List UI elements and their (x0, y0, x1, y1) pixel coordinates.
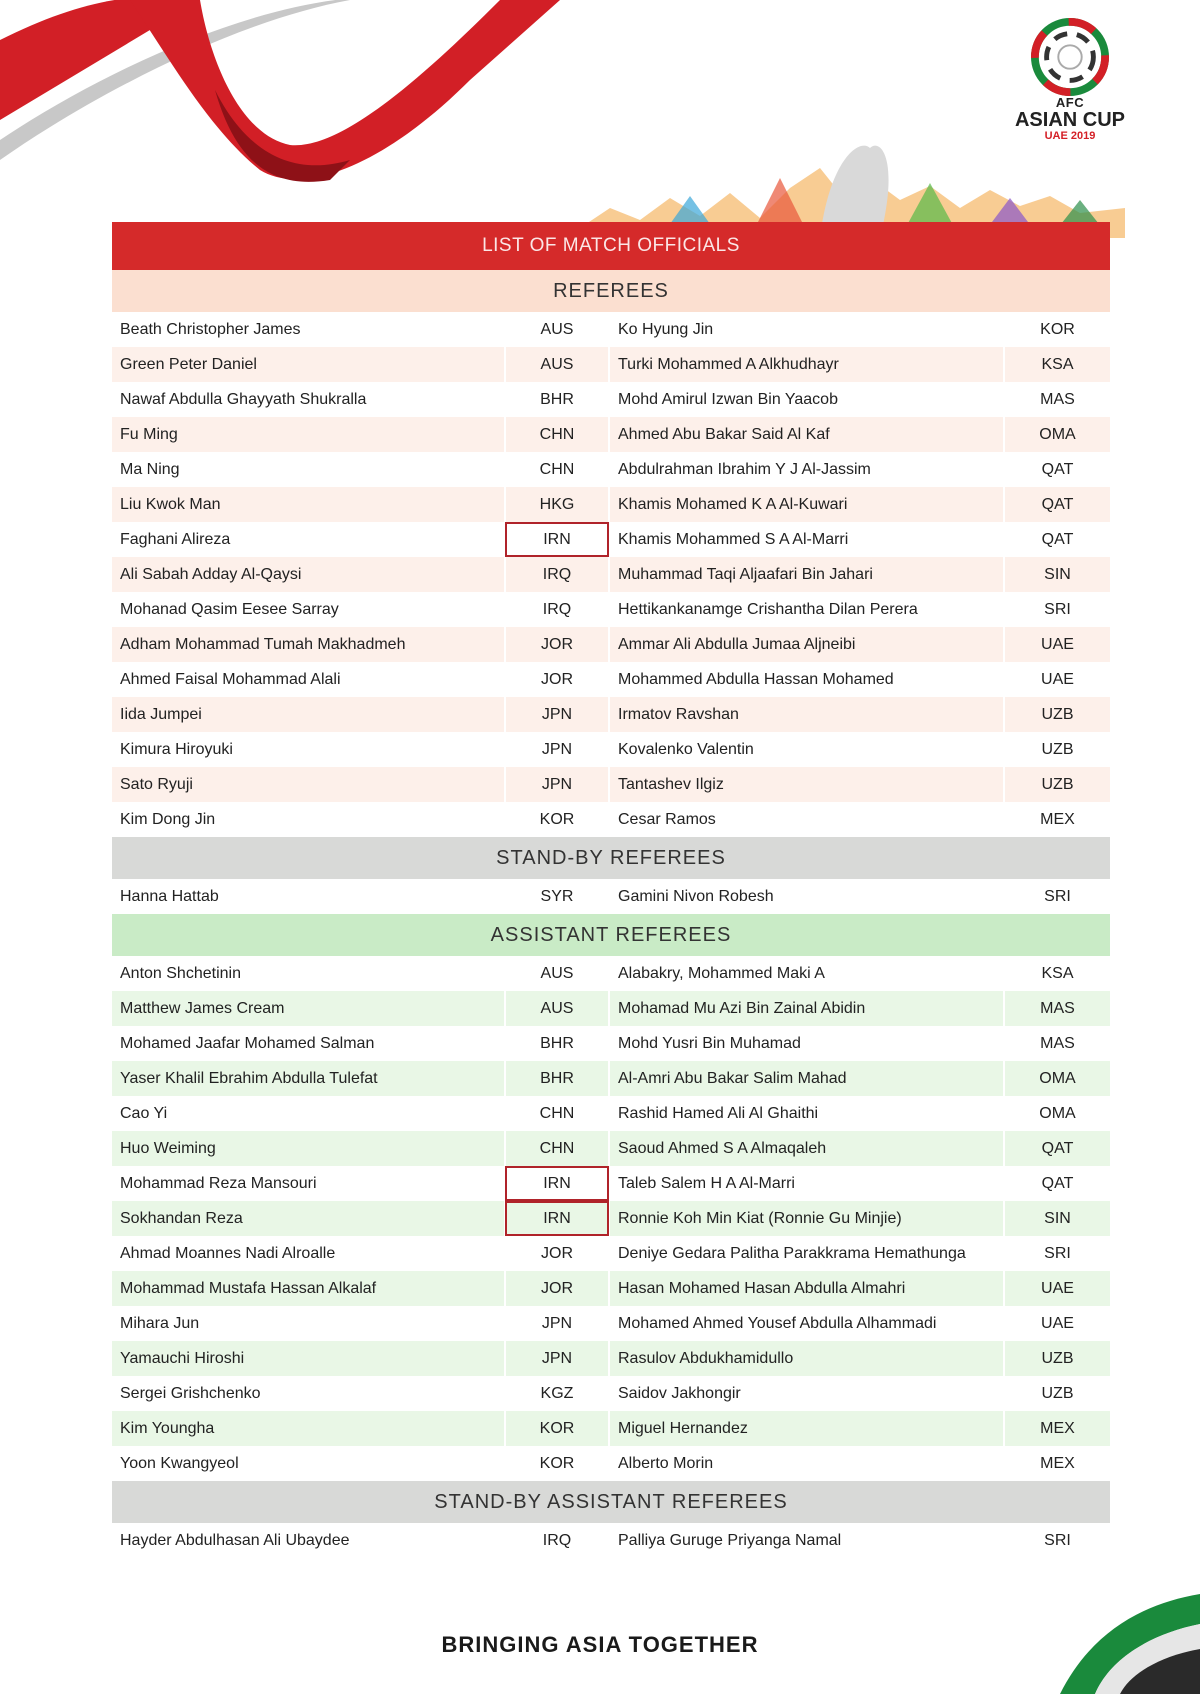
table-row (112, 312, 1110, 347)
table-row (112, 347, 1110, 382)
country-code-left: CHN (505, 417, 609, 452)
country-code-left: KOR (505, 802, 609, 837)
official-name-left: Yoon Kwangyeol (112, 1446, 505, 1481)
official-name-left: Beath Christopher James (112, 312, 505, 347)
official-name-right: Mohd Amirul Izwan Bin Yaacob (609, 382, 1004, 417)
table-row (112, 991, 1110, 1026)
official-name-left: Iida Jumpei (112, 697, 505, 732)
table-row (112, 1026, 1110, 1061)
standby-assistant-referees-heading: STAND-BY ASSISTANT REFEREES (112, 1481, 1110, 1523)
official-name-left: Kim Dong Jin (112, 802, 505, 837)
table-row (112, 1096, 1110, 1131)
country-code-right: QAT (1004, 452, 1110, 487)
official-name-left: Kimura Hiroyuki (112, 732, 505, 767)
country-code-right: OMA (1004, 1096, 1110, 1131)
official-name-right: Al-Amri Abu Bakar Salim Mahad (609, 1061, 1004, 1096)
official-name-left: Nawaf Abdulla Ghayyath Shukralla (112, 382, 505, 417)
table-row (112, 1201, 1110, 1236)
official-name-right: Hettikankanamge Crishantha Dilan Perera (609, 592, 1004, 627)
official-name-right: Saidov Jakhongir (609, 1376, 1004, 1411)
official-name-left: Hayder Abdulhasan Ali Ubaydee (112, 1523, 505, 1558)
country-code-right: KSA (1004, 956, 1110, 991)
official-name-right: Abdulrahman Ibrahim Y J Al-Jassim (609, 452, 1004, 487)
official-name-right: Rashid Hamed Ali Al Ghaithi (609, 1096, 1004, 1131)
country-code-left: KOR (505, 1446, 609, 1481)
page-title: LIST OF MATCH OFFICIALS (112, 222, 1110, 270)
official-name-right: Hasan Mohamed Hasan Abdulla Almahri (609, 1271, 1004, 1306)
green-ribbon-decoration (1000, 1544, 1200, 1694)
official-name-left: Adham Mohammad Tumah Makhadmeh (112, 627, 505, 662)
country-code-right: OMA (1004, 1061, 1110, 1096)
official-name-left: Cao Yi (112, 1096, 505, 1131)
table-row (112, 1306, 1110, 1341)
table-row (112, 522, 1110, 557)
official-name-right: Mohamad Mu Azi Bin Zainal Abidin (609, 991, 1004, 1026)
country-code-right: QAT (1004, 1131, 1110, 1166)
table-row (112, 956, 1110, 991)
assistant-referees-table (112, 956, 1110, 1481)
country-code-left: JOR (505, 627, 609, 662)
official-name-right: Ammar Ali Abdulla Jumaa Aljneibi (609, 627, 1004, 662)
table-row (112, 1523, 1110, 1558)
country-code-right: MAS (1004, 991, 1110, 1026)
table-row (112, 1236, 1110, 1271)
country-code-left: BHR (505, 382, 609, 417)
official-name-right: Alberto Morin (609, 1446, 1004, 1481)
country-code-left: CHN (505, 452, 609, 487)
official-name-right: Ronnie Koh Min Kiat (Ronnie Gu Minjie) (609, 1201, 1004, 1236)
country-code-right: QAT (1004, 1166, 1110, 1201)
table-row (112, 767, 1110, 802)
country-code-right: KOR (1004, 312, 1110, 347)
official-name-left: Ahmad Moannes Nadi Alroalle (112, 1236, 505, 1271)
country-code-left: BHR (505, 1026, 609, 1061)
official-name-left: Ali Sabah Adday Al-Qaysi (112, 557, 505, 592)
table-row (112, 382, 1110, 417)
country-code-left: CHN (505, 1096, 609, 1131)
official-name-right: Khamis Mohamed K A Al-Kuwari (609, 487, 1004, 522)
country-code-left: SYR (505, 879, 609, 914)
table-row (112, 1341, 1110, 1376)
country-code-left: IRQ (505, 592, 609, 627)
country-code-left: IRN (505, 522, 609, 557)
country-code-right: UZB (1004, 1376, 1110, 1411)
country-code-right: SRI (1004, 1236, 1110, 1271)
official-name-left: Mohanad Qasim Eesee Sarray (112, 592, 505, 627)
country-code-right: SRI (1004, 1523, 1110, 1558)
official-name-right: Ko Hyung Jin (609, 312, 1004, 347)
official-name-right: Mohamed Ahmed Yousef Abdulla Alhammadi (609, 1306, 1004, 1341)
country-code-left: JPN (505, 1306, 609, 1341)
country-code-left: AUS (505, 956, 609, 991)
table-row (112, 452, 1110, 487)
table-row (112, 662, 1110, 697)
logo-uae-text: UAE 2019 (1044, 130, 1096, 142)
official-name-right: Khamis Mohammed S A Al-Marri (609, 522, 1004, 557)
country-code-left: JOR (505, 1236, 609, 1271)
logo-afc-text: AFC (1055, 95, 1085, 110)
official-name-left: Sokhandan Reza (112, 1201, 505, 1236)
official-name-right: Ahmed Abu Bakar Said Al Kaf (609, 417, 1004, 452)
country-code-right: SIN (1004, 557, 1110, 592)
country-code-right: KSA (1004, 347, 1110, 382)
country-code-left: JPN (505, 697, 609, 732)
official-name-left: Liu Kwok Man (112, 487, 505, 522)
table-row (112, 697, 1110, 732)
official-name-left: Sergei Grishchenko (112, 1376, 505, 1411)
country-code-right: UAE (1004, 662, 1110, 697)
country-code-right: QAT (1004, 522, 1110, 557)
country-code-left: KGZ (505, 1376, 609, 1411)
country-code-left: AUS (505, 991, 609, 1026)
country-code-left: HKG (505, 487, 609, 522)
official-name-right: Miguel Hernandez (609, 1411, 1004, 1446)
official-name-right: Tantashev Ilgiz (609, 767, 1004, 802)
table-row (112, 732, 1110, 767)
official-name-left: Mohammad Mustafa Hassan Alkalaf (112, 1271, 505, 1306)
table-row (112, 627, 1110, 662)
official-name-left: Huo Weiming (112, 1131, 505, 1166)
official-name-right: Rasulov Abdukhamidullo (609, 1341, 1004, 1376)
official-name-left: Fu Ming (112, 417, 505, 452)
official-name-left: Yamauchi Hiroshi (112, 1341, 505, 1376)
country-code-right: SRI (1004, 592, 1110, 627)
official-name-right: Turki Mohammed A Alkhudhayr (609, 347, 1004, 382)
table-row (112, 1411, 1110, 1446)
standby-assistant-referees-table (112, 1523, 1110, 1558)
official-name-left: Hanna Hattab (112, 879, 505, 914)
official-name-right: Taleb Salem H A Al-Marri (609, 1166, 1004, 1201)
standby-referees-table (112, 879, 1110, 914)
country-code-right: MEX (1004, 802, 1110, 837)
table-row (112, 802, 1110, 837)
country-code-right: SRI (1004, 879, 1110, 914)
country-code-right: UZB (1004, 697, 1110, 732)
assistant-referees-heading: ASSISTANT REFEREES (112, 914, 1110, 956)
country-code-right: OMA (1004, 417, 1110, 452)
official-name-right: Mohd Yusri Bin Muhamad (609, 1026, 1004, 1061)
table-row (112, 487, 1110, 522)
official-name-left: Yaser Khalil Ebrahim Abdulla Tulefat (112, 1061, 505, 1096)
country-code-left: JPN (505, 1341, 609, 1376)
official-name-left: Mohammad Reza Mansouri (112, 1166, 505, 1201)
official-name-left: Ahmed Faisal Mohammad Alali (112, 662, 505, 697)
table-row (112, 1271, 1110, 1306)
referees-heading: REFEREES (112, 270, 1110, 312)
country-code-left: AUS (505, 312, 609, 347)
country-code-left: JPN (505, 767, 609, 802)
official-name-right: Saoud Ahmed S A Almaqaleh (609, 1131, 1004, 1166)
country-code-right: SIN (1004, 1201, 1110, 1236)
country-code-right: MAS (1004, 382, 1110, 417)
red-ribbon-decoration (0, 0, 600, 200)
logo-asian-cup-text: ASIAN CUP (1014, 109, 1125, 131)
table-row (112, 1061, 1110, 1096)
referees-table (112, 312, 1110, 837)
official-name-left: Mohamed Jaafar Mohamed Salman (112, 1026, 505, 1061)
country-code-left: IRN (505, 1201, 609, 1236)
country-code-left: KOR (505, 1411, 609, 1446)
official-name-right: Alabakry, Mohammed Maki A (609, 956, 1004, 991)
official-name-left: Kim Youngha (112, 1411, 505, 1446)
country-code-right: MAS (1004, 1026, 1110, 1061)
official-name-right: Gamini Nivon Robesh (609, 879, 1004, 914)
country-code-right: MEX (1004, 1411, 1110, 1446)
official-name-right: Mohammed Abdulla Hassan Mohamed (609, 662, 1004, 697)
standby-referees-heading: STAND-BY REFEREES (112, 837, 1110, 879)
official-name-left: Ma Ning (112, 452, 505, 487)
emblem-icon (1031, 18, 1109, 96)
official-name-right: Cesar Ramos (609, 802, 1004, 837)
country-code-left: AUS (505, 347, 609, 382)
table-row (112, 879, 1110, 914)
country-code-left: JOR (505, 662, 609, 697)
country-code-left: IRN (505, 1166, 609, 1201)
country-code-left: BHR (505, 1061, 609, 1096)
table-row (112, 1166, 1110, 1201)
country-code-left: IRQ (505, 1523, 609, 1558)
country-code-right: UZB (1004, 1341, 1110, 1376)
official-name-left: Green Peter Daniel (112, 347, 505, 382)
official-name-left: Sato Ryuji (112, 767, 505, 802)
table-row (112, 1131, 1110, 1166)
country-code-right: QAT (1004, 487, 1110, 522)
official-name-right: Irmatov Ravshan (609, 697, 1004, 732)
afc-asian-cup-logo (1000, 18, 1140, 142)
country-code-left: CHN (505, 1131, 609, 1166)
official-name-left: Faghani Alireza (112, 522, 505, 557)
country-code-right: MEX (1004, 1446, 1110, 1481)
country-code-left: JPN (505, 732, 609, 767)
officials-sheet (112, 222, 1110, 1558)
official-name-right: Kovalenko Valentin (609, 732, 1004, 767)
official-name-right: Palliya Guruge Priyanga Namal (609, 1523, 1004, 1558)
country-code-right: UZB (1004, 732, 1110, 767)
official-name-left: Anton Shchetinin (112, 956, 505, 991)
official-name-left: Mihara Jun (112, 1306, 505, 1341)
country-code-left: JOR (505, 1271, 609, 1306)
official-name-right: Deniye Gedara Palitha Parakkrama Hemathunga (609, 1236, 1004, 1271)
country-code-right: UAE (1004, 627, 1110, 662)
country-code-left: IRQ (505, 557, 609, 592)
footer-slogan: BRINGING ASIA TOGETHER (441, 1632, 759, 1657)
official-name-right: Muhammad Taqi Aljaafari Bin Jahari (609, 557, 1004, 592)
table-row (112, 592, 1110, 627)
official-name-left: Matthew James Cream (112, 991, 505, 1026)
country-code-right: UZB (1004, 767, 1110, 802)
country-code-right: UAE (1004, 1306, 1110, 1341)
table-row (112, 417, 1110, 452)
table-row (112, 557, 1110, 592)
country-code-right: UAE (1004, 1271, 1110, 1306)
table-row (112, 1446, 1110, 1481)
table-row (112, 1376, 1110, 1411)
